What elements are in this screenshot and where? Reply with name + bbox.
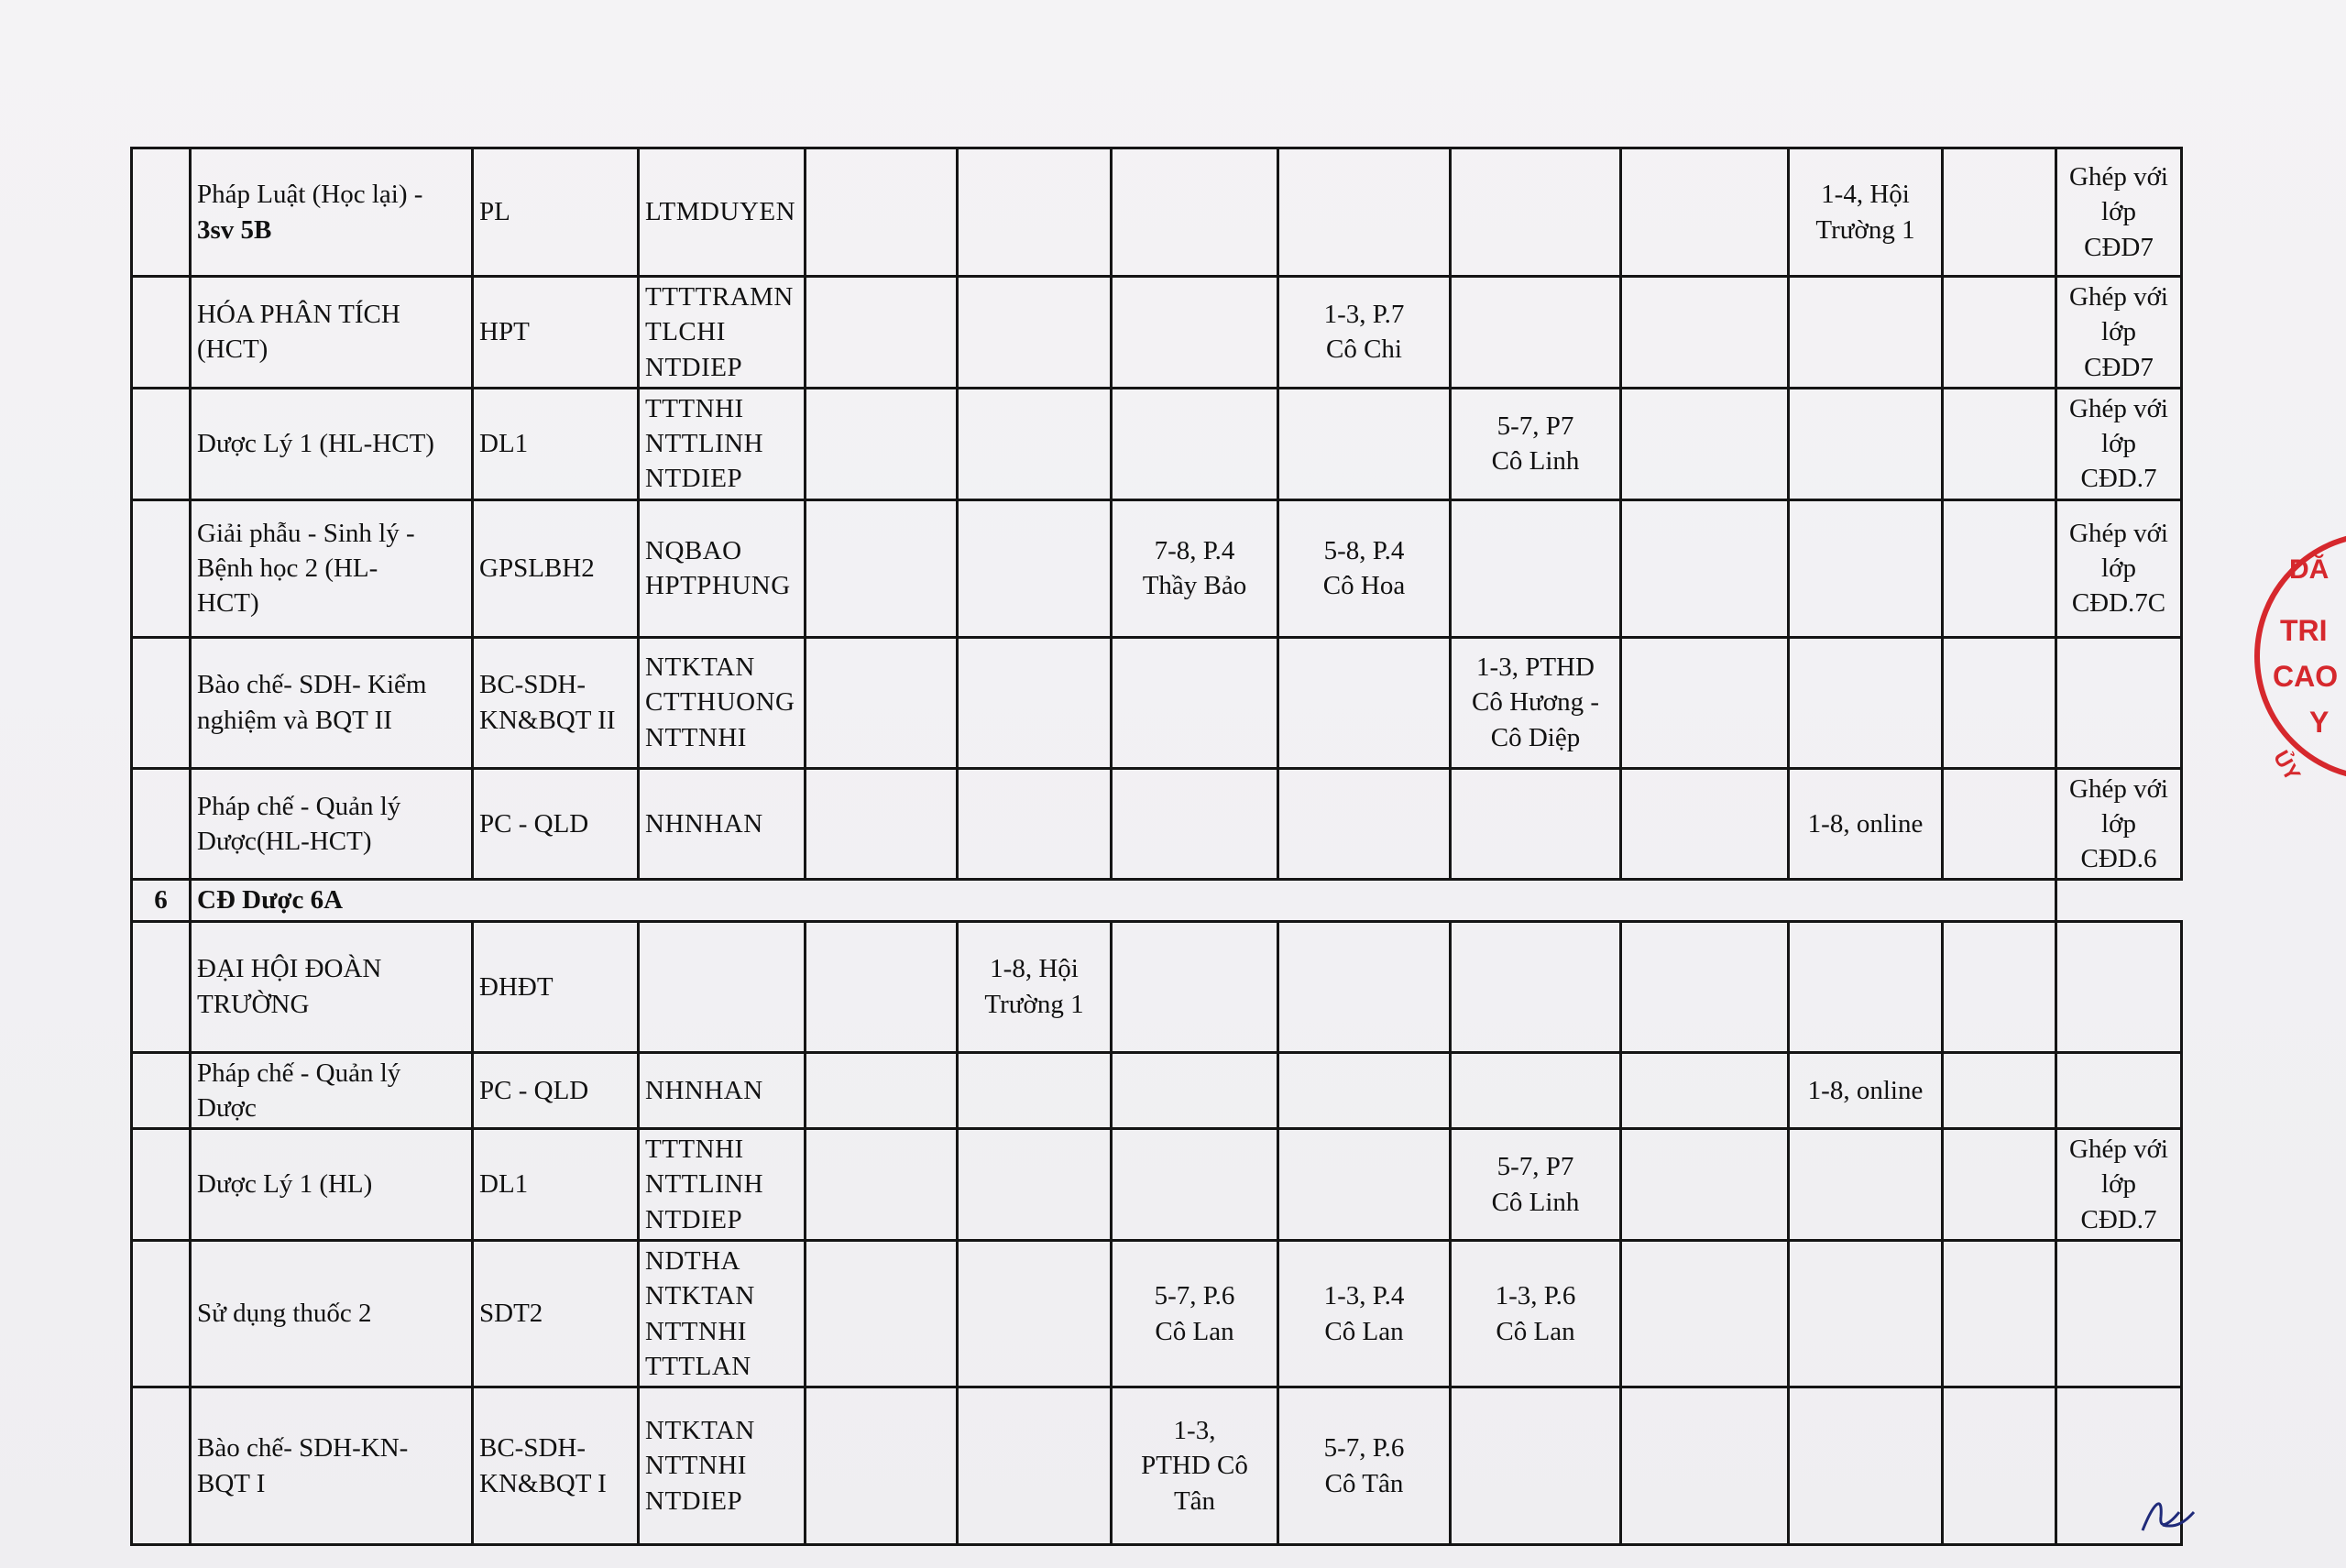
empty-cell xyxy=(806,768,958,880)
subject-cell xyxy=(191,1052,473,1129)
teacher-code: NTTNHI xyxy=(645,722,747,752)
subject-line: Dược Lý 1 (HL-HCT) xyxy=(197,429,434,459)
schedule-slot-cell xyxy=(1943,1387,2056,1545)
subject-line: Sử dụng thuốc 2 xyxy=(197,1299,372,1329)
schedule-slot-cell xyxy=(1451,277,1621,389)
course-code-cell: BC-SDH- KN&BQT II xyxy=(473,637,639,768)
schedule-slot-cell xyxy=(1112,921,1278,1052)
table-row xyxy=(132,1052,2182,1129)
schedule-slot-cell xyxy=(1451,768,1621,880)
note-cell: Ghép với lớp CĐD7 xyxy=(2056,148,2182,277)
schedule-slot-cell xyxy=(958,1052,1112,1129)
table-row xyxy=(132,277,2182,389)
schedule-table xyxy=(130,147,2183,1546)
schedule-slot-cell xyxy=(1789,1129,1943,1241)
schedule-slot-cell xyxy=(1789,388,1943,499)
empty-cell xyxy=(806,1240,958,1387)
subject-line: HÓA PHÂN TÍCH xyxy=(197,300,400,330)
teacher-code: TTTTRAMN xyxy=(645,282,794,312)
subject-cell xyxy=(191,1240,473,1387)
schedule-slot-cell xyxy=(1789,637,1943,768)
schedule-slot-cell: 1-8, online xyxy=(1789,768,1943,880)
schedule-slot-cell xyxy=(958,148,1112,277)
schedule-slot-cell xyxy=(1621,1240,1789,1387)
teacher-code: NDTHA xyxy=(645,1245,740,1276)
course-code-cell: DL1 xyxy=(473,388,639,499)
subject-line: HCT) xyxy=(197,588,259,619)
subject-line: TRƯỜNG xyxy=(197,989,310,1019)
schedule-slot-cell xyxy=(1943,637,2056,768)
schedule-slot-cell xyxy=(958,1129,1112,1241)
teacher-code: NTDIEP xyxy=(645,1486,743,1516)
row-number-cell xyxy=(132,768,191,880)
schedule-slot-cell xyxy=(1943,1129,2056,1241)
teacher-code: TTTNHI xyxy=(645,393,744,423)
teacher-code: NTTLINH xyxy=(645,429,764,459)
schedule-slot-cell xyxy=(1278,388,1451,499)
schedule-slot-cell xyxy=(1112,1052,1278,1129)
schedule-slot-cell xyxy=(958,499,1112,637)
teacher-code: NHNHAN xyxy=(645,1075,763,1105)
schedule-slot-cell xyxy=(1789,921,1943,1052)
subject-line: Pháp chế - Quản lý xyxy=(197,791,401,821)
row-number-cell xyxy=(132,277,191,389)
schedule-slot-cell xyxy=(1943,388,2056,499)
teacher-code: NTDIEP xyxy=(645,352,743,382)
schedule-slot-cell xyxy=(1943,921,2056,1052)
table-row xyxy=(132,1387,2182,1545)
schedule-slot-cell xyxy=(1451,1052,1621,1129)
table-row xyxy=(132,148,2182,277)
teacher-code: TTTNHI xyxy=(645,1135,744,1165)
schedule-slot-cell xyxy=(1112,637,1278,768)
schedule-slot-cell xyxy=(1278,148,1451,277)
schedule-slot-cell xyxy=(958,768,1112,880)
row-number-cell xyxy=(132,1129,191,1241)
note-cell: Ghép với lớp CĐD.7C xyxy=(2056,499,2182,637)
schedule-slot-cell xyxy=(958,637,1112,768)
teacher-code: LTMDUYEN xyxy=(645,197,796,227)
subject-line: Dược Lý 1 (HL) xyxy=(197,1169,373,1200)
note-cell: Ghép với lớp CĐD.6 xyxy=(2056,768,2182,880)
row-number-cell xyxy=(132,1052,191,1129)
course-code-cell: ĐHĐT xyxy=(473,921,639,1052)
schedule-slot-cell: 1-8, Hội Trường 1 xyxy=(958,921,1112,1052)
teachers-cell xyxy=(639,1387,806,1545)
row-number-cell xyxy=(132,388,191,499)
schedule-slot-cell xyxy=(958,388,1112,499)
empty-cell xyxy=(806,1387,958,1545)
empty-cell xyxy=(806,499,958,637)
row-number-cell xyxy=(132,499,191,637)
course-code-cell: SDT2 xyxy=(473,1240,639,1387)
row-number-cell xyxy=(132,637,191,768)
teacher-code: NTTNHI xyxy=(645,1451,747,1481)
teacher-code: NTTNHI xyxy=(645,1316,747,1346)
subject-cell xyxy=(191,499,473,637)
signature-mark xyxy=(2135,1485,2199,1540)
schedule-slot-cell xyxy=(1112,768,1278,880)
subject-cell xyxy=(191,637,473,768)
schedule-slot-cell xyxy=(1621,148,1789,277)
teachers-cell xyxy=(639,1129,806,1241)
schedule-slot-cell xyxy=(1278,637,1451,768)
note-cell xyxy=(2056,637,2182,768)
schedule-slot-cell xyxy=(1621,1129,1789,1241)
subject-line: Pháp chế - Quản lý xyxy=(197,1058,401,1088)
empty-cell xyxy=(806,1052,958,1129)
table-row xyxy=(132,499,2182,637)
course-code-cell: BC-SDH- KN&BQT I xyxy=(473,1387,639,1545)
schedule-slot-cell xyxy=(1789,1240,1943,1387)
schedule-slot-cell: 1-4, Hội Trường 1 xyxy=(1789,148,1943,277)
subject-cell xyxy=(191,1129,473,1241)
empty-cell xyxy=(806,388,958,499)
section-number: 6 xyxy=(132,880,191,921)
subject-line: Dược(HL-HCT) xyxy=(197,826,372,856)
schedule-slot-cell xyxy=(1278,1052,1451,1129)
section-header-row xyxy=(132,880,2182,921)
schedule-slot-cell xyxy=(1621,637,1789,768)
teachers-cell xyxy=(639,1052,806,1129)
subject-cell xyxy=(191,1387,473,1545)
teacher-code: NTTLINH xyxy=(645,1169,764,1200)
subject-line: Pháp Luật (Học lại) - xyxy=(197,180,423,210)
subject-cell xyxy=(191,388,473,499)
schedule-slot-cell xyxy=(1943,1052,2056,1129)
course-code-cell: GPSLBH2 xyxy=(473,499,639,637)
schedule-slot-cell xyxy=(958,277,1112,389)
schedule-slot-cell: 1-3, PTHD Cô Hương - Cô Diệp xyxy=(1451,637,1621,768)
schedule-slot-cell: 5-7, P.6 Cô Tân xyxy=(1278,1387,1451,1545)
schedule-slot-cell: 7-8, P.4 Thầy Bảo xyxy=(1112,499,1278,637)
schedule-slot-cell xyxy=(1789,499,1943,637)
schedule-slot-cell xyxy=(1451,148,1621,277)
empty-cell xyxy=(806,1129,958,1241)
subject-line: Dược xyxy=(197,1092,257,1123)
schedule-slot-cell xyxy=(1943,768,2056,880)
teacher-code: NTKTAN xyxy=(645,652,755,683)
schedule-slot-cell xyxy=(1112,148,1278,277)
schedule-slot-cell: 1-8, online xyxy=(1789,1052,1943,1129)
subject-line: ĐẠI HỘI ĐOÀN xyxy=(197,954,382,984)
official-red-stamp: DĂ TRI CAO Y ỦY xyxy=(2254,513,2346,825)
schedule-slot-cell: 5-7, P.6 Cô Lan xyxy=(1112,1240,1278,1387)
course-code-cell: HPT xyxy=(473,277,639,389)
schedule-slot-cell xyxy=(1451,499,1621,637)
section-title: CĐ Dược 6A xyxy=(191,880,2056,921)
table-row xyxy=(132,768,2182,880)
teacher-code: NHNHAN xyxy=(645,808,763,839)
empty-cell xyxy=(806,637,958,768)
row-number-cell xyxy=(132,1240,191,1387)
teacher-code: NTDIEP xyxy=(645,464,743,494)
teachers-cell xyxy=(639,148,806,277)
subject-line: 3sv 5B xyxy=(197,214,272,245)
schedule-slot-cell: 1-3, P.7 Cô Chi xyxy=(1278,277,1451,389)
subject-line: Giải phẫu - Sinh lý - xyxy=(197,518,415,548)
schedule-slot-cell xyxy=(1451,921,1621,1052)
schedule-slot-cell: 5-8, P.4 Cô Hoa xyxy=(1278,499,1451,637)
schedule-slot-cell xyxy=(1112,277,1278,389)
schedule-slot-cell xyxy=(958,1387,1112,1545)
schedule-slot-cell: 5-7, P7 Cô Linh xyxy=(1451,1129,1621,1241)
row-number-cell xyxy=(132,921,191,1052)
table-row xyxy=(132,388,2182,499)
empty-cell xyxy=(806,921,958,1052)
teachers-cell xyxy=(639,388,806,499)
course-code-cell: DL1 xyxy=(473,1129,639,1241)
schedule-slot-cell xyxy=(958,1240,1112,1387)
teachers-cell xyxy=(639,921,806,1052)
teachers-cell xyxy=(639,499,806,637)
note-cell: Ghép với lớp CĐD.7 xyxy=(2056,1129,2182,1241)
schedule-slot-cell xyxy=(1278,768,1451,880)
schedule-slot-cell xyxy=(1943,277,2056,389)
schedule-slot-cell xyxy=(1943,1240,2056,1387)
table-row xyxy=(132,1240,2182,1387)
teachers-cell xyxy=(639,1240,806,1387)
teacher-code: NTKTAN xyxy=(645,1281,755,1311)
empty-cell xyxy=(806,277,958,389)
subject-line: Bào chế- SDH- Kiểm xyxy=(197,670,427,700)
table-row xyxy=(132,1129,2182,1241)
note-cell: Ghép với lớp CĐD7 xyxy=(2056,277,2182,389)
schedule-slot-cell xyxy=(1278,1129,1451,1241)
schedule-slot-cell: 5-7, P7 Cô Linh xyxy=(1451,388,1621,499)
empty-cell xyxy=(806,148,958,277)
subject-line: BQT I xyxy=(197,1468,266,1498)
teacher-code: TLCHI xyxy=(645,317,726,347)
schedule-slot-cell xyxy=(1789,1387,1943,1545)
subject-cell xyxy=(191,148,473,277)
schedule-slot-cell xyxy=(1451,1387,1621,1545)
teacher-code: NQBAO xyxy=(645,535,742,565)
table-row xyxy=(132,921,2182,1052)
schedule-slot-cell xyxy=(1621,499,1789,637)
table-row xyxy=(132,637,2182,768)
note-cell xyxy=(2056,921,2182,1052)
schedule-slot-cell xyxy=(1621,277,1789,389)
teacher-code: TTTLAN xyxy=(645,1351,751,1381)
schedule-slot-cell xyxy=(1621,768,1789,880)
schedule-slot-cell: 1-3, P.6 Cô Lan xyxy=(1451,1240,1621,1387)
schedule-slot-cell xyxy=(1621,388,1789,499)
teachers-cell xyxy=(639,768,806,880)
row-number-cell xyxy=(132,148,191,277)
note-cell: Ghép với lớp CĐD.7 xyxy=(2056,388,2182,499)
schedule-slot-cell: 1-3, P.4 Cô Lan xyxy=(1278,1240,1451,1387)
teacher-code: NTDIEP xyxy=(645,1204,743,1234)
course-code-cell: PL xyxy=(473,148,639,277)
note-cell xyxy=(2056,1052,2182,1129)
subject-cell xyxy=(191,921,473,1052)
schedule-slot-cell xyxy=(1621,1387,1789,1545)
schedule-slot-cell xyxy=(1943,148,2056,277)
teacher-code: NTKTAN xyxy=(645,1416,755,1446)
course-code-cell: PC - QLD xyxy=(473,1052,639,1129)
schedule-slot-cell xyxy=(1621,1052,1789,1129)
schedule-slot-cell xyxy=(1621,921,1789,1052)
schedule-slot-cell xyxy=(1278,921,1451,1052)
row-number-cell xyxy=(132,1387,191,1545)
schedule-slot-cell xyxy=(1112,388,1278,499)
note-cell xyxy=(2056,1240,2182,1387)
teacher-code: CTTHUONG xyxy=(645,687,795,718)
schedule-slot-cell xyxy=(1943,499,2056,637)
teachers-cell xyxy=(639,277,806,389)
subject-line: (HCT) xyxy=(197,334,269,365)
subject-line: Bào chế- SDH-KN- xyxy=(197,1433,409,1464)
subject-cell xyxy=(191,768,473,880)
subject-cell xyxy=(191,277,473,389)
schedule-slot-cell: 1-3, PTHD Cô Tân xyxy=(1112,1387,1278,1545)
schedule-slot-cell xyxy=(1112,1129,1278,1241)
schedule-slot-cell xyxy=(1789,277,1943,389)
subject-line: nghiệm và BQT II xyxy=(197,705,392,735)
subject-line: Bệnh học 2 (HL- xyxy=(197,553,378,583)
course-code-cell: PC - QLD xyxy=(473,768,639,880)
teacher-code: HPTPHUNG xyxy=(645,571,791,601)
teachers-cell xyxy=(639,637,806,768)
